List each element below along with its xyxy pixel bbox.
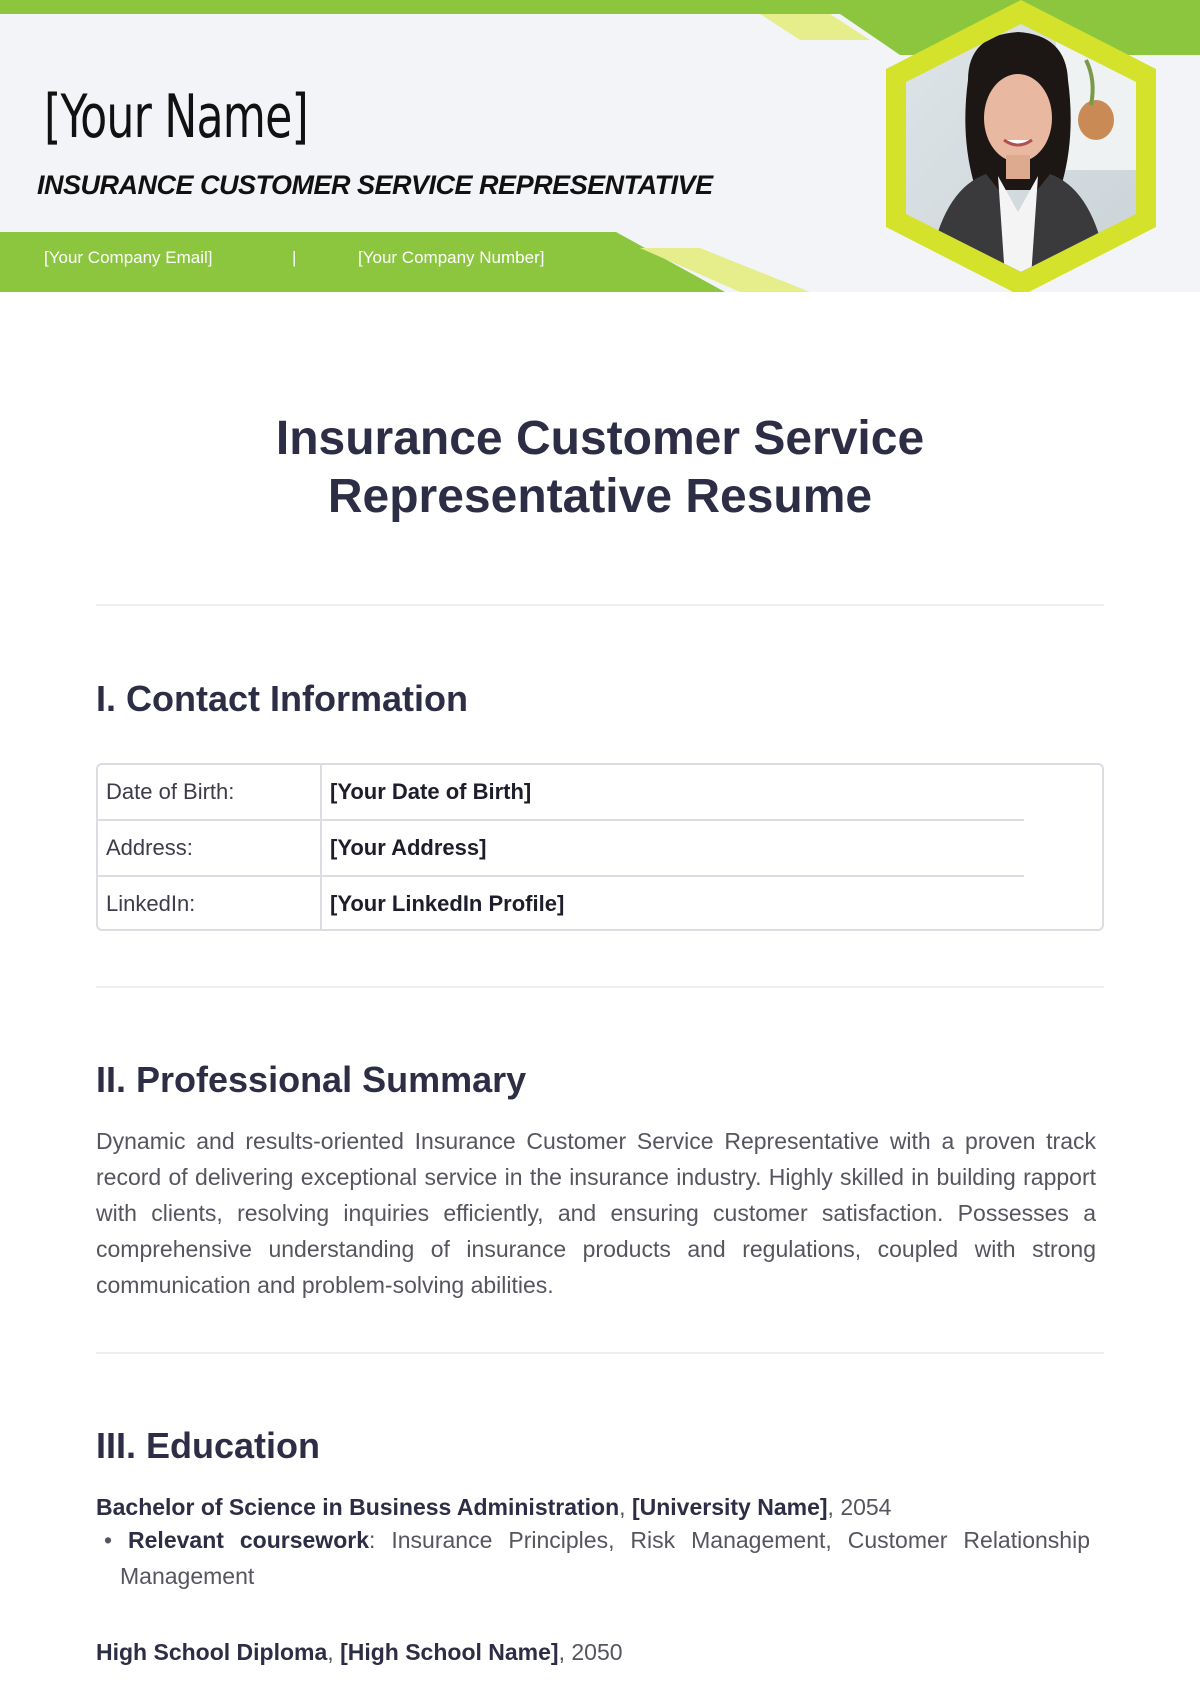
graduation-year: 2050 (571, 1639, 623, 1665)
degree-name: High School Diploma (96, 1639, 328, 1665)
address-value: [Your Address] (330, 835, 487, 860)
date-of-birth-label: Date of Birth: (106, 779, 235, 804)
graduation-year: 2054 (840, 1494, 892, 1520)
profile-photo (886, 0, 1156, 292)
coursework-bullet: • Relevant coursework: Insurance Principles, Risk Management, Customer Relationship Management (104, 1527, 1090, 1589)
linkedin-value[interactable]: [Your LinkedIn Profile] (330, 891, 565, 916)
contact-information-heading: I. Contact Information (96, 678, 468, 719)
divider (96, 604, 1104, 606)
degree-name: Bachelor of Science in Business Administration (96, 1494, 620, 1520)
divider (96, 1352, 1104, 1354)
document-title: Insurance Customer Service Representative Resume (275, 412, 925, 523)
professional-summary-text: Dynamic and results-oriented Insurance Customer Service Representative with a proven track record of delivering exceptional service in the insurance industry. Highly skilled in building rapport with clients, resolving inquiries efficiently, and ensuring customer satisfaction. Possesses a comprehensive understanding of insurance products and regulations, coupled with strong communication and problem-solving abilities. (96, 1128, 1096, 1298)
contact-information-table (96, 763, 1104, 931)
table-row (98, 877, 1102, 933)
address-label: Address: (106, 835, 193, 860)
table-row (98, 821, 1102, 877)
professional-summary-heading: II. Professional Summary (96, 1059, 527, 1100)
table-row (98, 765, 1102, 821)
education-heading: III. Education (96, 1425, 321, 1466)
company-number[interactable]: [Your Company Number] (358, 248, 545, 267)
contact-separator: | (292, 248, 297, 267)
job-title: INSURANCE CUSTOMER SERVICE REPRESENTATIVE (37, 170, 713, 200)
company-email[interactable]: [Your Company Email] (44, 248, 213, 267)
linkedin-label: LinkedIn: (106, 891, 196, 916)
coursework-text: Insurance Principles, Risk Management, Customer Relationship Management (120, 1527, 1090, 1589)
coursework-label: Relevant coursework (128, 1527, 369, 1553)
candidate-name: [Your Name] (44, 82, 308, 152)
resume-header (0, 0, 1200, 292)
education-entry-bachelor: Bachelor of Science in Business Administration, [University Name], 2054 (96, 1494, 892, 1520)
date-of-birth-value: [Your Date of Birth] (330, 779, 532, 804)
divider (96, 986, 1104, 988)
school-name: [High School Name] (340, 1639, 559, 1665)
education-entry-highschool: High School Diploma, [High School Name], 2050 (96, 1639, 623, 1665)
header-contact-bar (0, 232, 760, 292)
school-name: [University Name] (631, 1494, 828, 1520)
